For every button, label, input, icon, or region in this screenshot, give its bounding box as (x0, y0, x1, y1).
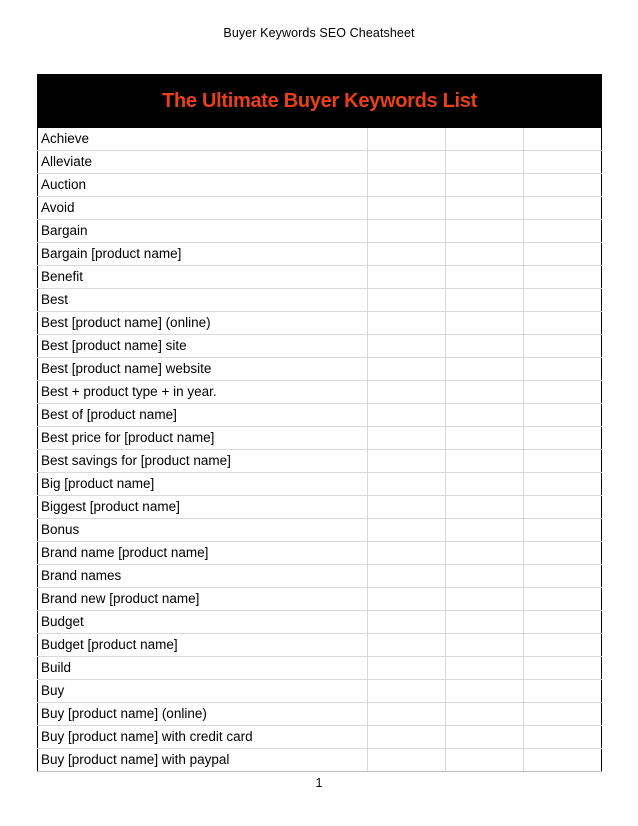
empty-cell (368, 450, 446, 473)
empty-cell (524, 289, 602, 312)
keyword-cell: Best [product name] (online) (38, 312, 368, 335)
empty-cell (446, 174, 524, 197)
empty-cell (524, 450, 602, 473)
keywords-table (37, 74, 602, 772)
table-row (38, 657, 602, 680)
empty-cell (446, 197, 524, 220)
keyword-cell: Best of [product name] (38, 404, 368, 427)
keyword-cell: Big [product name] (38, 473, 368, 496)
table-row (38, 565, 602, 588)
keyword-cell: Budget [product name] (38, 634, 368, 657)
keyword-cell: Buy [product name] with credit card (38, 726, 368, 749)
table-row (38, 220, 602, 243)
empty-cell (446, 473, 524, 496)
empty-cell (524, 151, 602, 174)
keyword-cell: Alleviate (38, 151, 368, 174)
page-number: 1 (315, 776, 323, 790)
keyword-cell: Brand name [product name] (38, 542, 368, 565)
keyword-cell: Benefit (38, 266, 368, 289)
empty-cell (446, 151, 524, 174)
table-title: The Ultimate Buyer Keywords List (162, 89, 477, 112)
empty-cell (368, 680, 446, 703)
empty-cell (524, 243, 602, 266)
table-row (38, 128, 602, 151)
empty-cell (368, 381, 446, 404)
table-row (38, 174, 602, 197)
empty-cell (446, 450, 524, 473)
empty-cell (446, 726, 524, 749)
keyword-cell: Budget (38, 611, 368, 634)
table-row (38, 266, 602, 289)
table-row (38, 151, 602, 174)
keyword-cell: Brand names (38, 565, 368, 588)
empty-cell (368, 726, 446, 749)
empty-cell (368, 151, 446, 174)
table-title-row (38, 75, 602, 128)
empty-cell (446, 703, 524, 726)
keyword-cell: Best savings for [product name] (38, 450, 368, 473)
empty-cell (524, 381, 602, 404)
empty-cell (368, 174, 446, 197)
keyword-cell: Auction (38, 174, 368, 197)
table-row (38, 611, 602, 634)
keyword-cell: Best (38, 289, 368, 312)
empty-cell (368, 220, 446, 243)
empty-cell (524, 197, 602, 220)
empty-cell (368, 128, 446, 151)
table-row (38, 197, 602, 220)
empty-cell (524, 634, 602, 657)
empty-cell (368, 266, 446, 289)
keyword-cell: Buy (38, 680, 368, 703)
empty-cell (368, 542, 446, 565)
empty-cell (446, 588, 524, 611)
empty-cell (368, 197, 446, 220)
empty-cell (446, 220, 524, 243)
empty-cell (524, 174, 602, 197)
keyword-cell: Achieve (38, 128, 368, 151)
empty-cell (524, 266, 602, 289)
empty-cell (446, 427, 524, 450)
table-row (38, 381, 602, 404)
empty-cell (446, 496, 524, 519)
empty-cell (368, 657, 446, 680)
empty-cell (446, 128, 524, 151)
table-row (38, 289, 602, 312)
empty-cell (446, 381, 524, 404)
empty-cell (446, 611, 524, 634)
empty-cell (368, 243, 446, 266)
empty-cell (446, 358, 524, 381)
empty-cell (524, 611, 602, 634)
table-row (38, 703, 602, 726)
empty-cell (524, 588, 602, 611)
empty-cell (368, 473, 446, 496)
keyword-cell: Biggest [product name] (38, 496, 368, 519)
empty-cell (524, 565, 602, 588)
empty-cell (446, 243, 524, 266)
keyword-cell: Best [product name] site (38, 335, 368, 358)
keyword-cell: Best + product type + in year. (38, 381, 368, 404)
empty-cell (524, 519, 602, 542)
keyword-cell: Bargain [product name] (38, 243, 368, 266)
keyword-cell: Brand new [product name] (38, 588, 368, 611)
empty-cell (524, 128, 602, 151)
empty-cell (524, 657, 602, 680)
keyword-cell: Build (38, 657, 368, 680)
table-row (38, 634, 602, 657)
keyword-cell: Best [product name] website (38, 358, 368, 381)
empty-cell (524, 473, 602, 496)
table-row (38, 680, 602, 703)
keywords-table-body (38, 128, 602, 772)
empty-cell (368, 565, 446, 588)
empty-cell (524, 496, 602, 519)
empty-cell (368, 749, 446, 772)
empty-cell (368, 335, 446, 358)
empty-cell (524, 427, 602, 450)
table-row (38, 542, 602, 565)
empty-cell (368, 611, 446, 634)
table-row (38, 243, 602, 266)
empty-cell (368, 404, 446, 427)
empty-cell (446, 404, 524, 427)
empty-cell (446, 634, 524, 657)
table-row (38, 496, 602, 519)
empty-cell (446, 289, 524, 312)
empty-cell (368, 358, 446, 381)
empty-cell (368, 519, 446, 542)
empty-cell (524, 335, 602, 358)
empty-cell (524, 358, 602, 381)
table-title-cell (38, 75, 602, 128)
empty-cell (446, 565, 524, 588)
keyword-cell: Buy [product name] (online) (38, 703, 368, 726)
table-row (38, 335, 602, 358)
empty-cell (446, 519, 524, 542)
keyword-cell: Avoid (38, 197, 368, 220)
empty-cell (446, 680, 524, 703)
table-row (38, 312, 602, 335)
empty-cell (446, 542, 524, 565)
empty-cell (446, 266, 524, 289)
empty-cell (446, 657, 524, 680)
empty-cell (524, 404, 602, 427)
table-row (38, 473, 602, 496)
empty-cell (524, 680, 602, 703)
empty-cell (368, 588, 446, 611)
table-row (38, 358, 602, 381)
table-row (38, 588, 602, 611)
empty-cell (524, 542, 602, 565)
table-row (38, 450, 602, 473)
empty-cell (524, 703, 602, 726)
table-row (38, 427, 602, 450)
empty-cell (368, 703, 446, 726)
empty-cell (524, 312, 602, 335)
keyword-cell: Buy [product name] with paypal (38, 749, 368, 772)
table-row (38, 726, 602, 749)
empty-cell (368, 427, 446, 450)
empty-cell (446, 312, 524, 335)
page-header: Buyer Keywords SEO Cheatsheet (223, 26, 415, 40)
empty-cell (524, 749, 602, 772)
keyword-cell: Bonus (38, 519, 368, 542)
empty-cell (368, 312, 446, 335)
table-row (38, 404, 602, 427)
table-row (38, 749, 602, 772)
empty-cell (446, 749, 524, 772)
keyword-cell: Best price for [product name] (38, 427, 368, 450)
keyword-cell: Bargain (38, 220, 368, 243)
empty-cell (368, 634, 446, 657)
empty-cell (368, 496, 446, 519)
empty-cell (524, 220, 602, 243)
empty-cell (368, 289, 446, 312)
empty-cell (524, 726, 602, 749)
empty-cell (446, 335, 524, 358)
table-row (38, 519, 602, 542)
